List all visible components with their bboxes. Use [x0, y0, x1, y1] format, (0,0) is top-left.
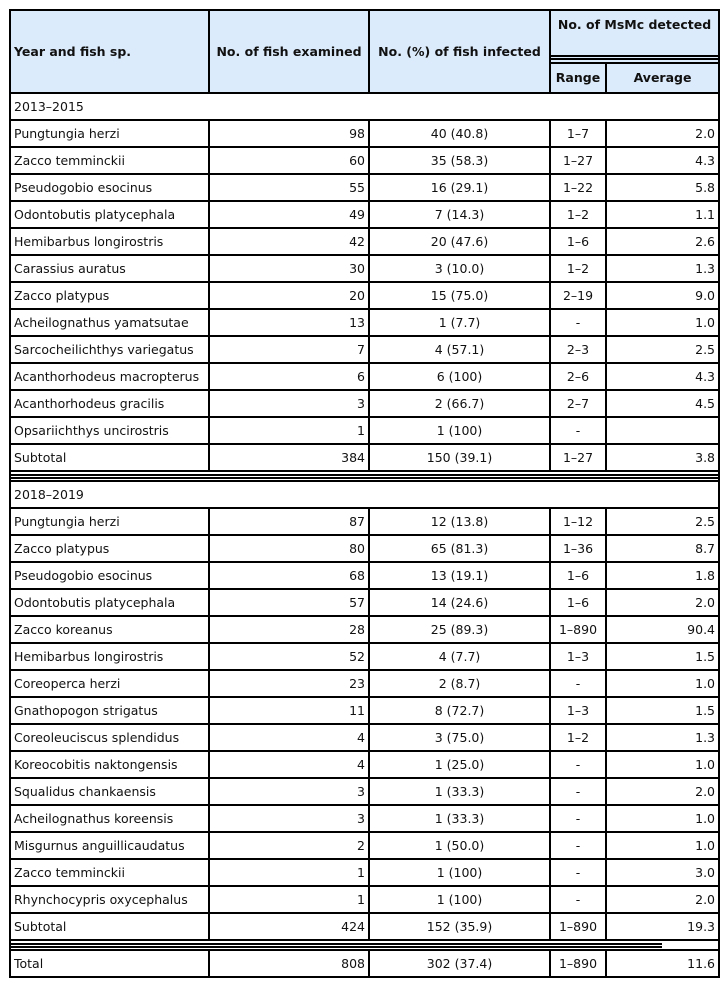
average-cell: 4.3: [606, 147, 719, 174]
double-rule: [11, 474, 718, 479]
range-cell: 1–27: [550, 147, 606, 174]
table-row: [10, 390, 719, 417]
range-cell: 1–2: [550, 255, 606, 282]
range-cell: -: [550, 309, 606, 336]
examined-cell: 384: [209, 444, 369, 471]
range-cell: -: [550, 670, 606, 697]
infected-cell: 1 (100): [369, 886, 550, 913]
infected-cell: 302 (37.4): [369, 950, 550, 977]
examined-cell: 55: [209, 174, 369, 201]
average-cell: [606, 417, 719, 444]
examined-cell: 49: [209, 201, 369, 228]
double-rule: [551, 55, 718, 60]
table-row: [10, 309, 719, 336]
header-species: Year and fish sp.: [10, 10, 209, 93]
average-cell: 2.0: [606, 120, 719, 147]
range-cell: 1–7: [550, 120, 606, 147]
examined-cell: 80: [209, 535, 369, 562]
species-cell: Acanthorhodeus gracilis: [10, 390, 209, 417]
infected-cell: 25 (89.3): [369, 616, 550, 643]
average-cell: 1.3: [606, 724, 719, 751]
species-cell: Total: [10, 950, 209, 977]
species-cell: Zacco temminckii: [10, 859, 209, 886]
average-cell: 2.6: [606, 228, 719, 255]
infected-cell: 1 (33.3): [369, 805, 550, 832]
examined-cell: 13: [209, 309, 369, 336]
table-row: [10, 562, 719, 589]
average-cell: 4.5: [606, 390, 719, 417]
examined-cell: 7: [209, 336, 369, 363]
average-cell: 2.5: [606, 508, 719, 535]
average-cell: 1.0: [606, 751, 719, 778]
range-cell: 1–2: [550, 201, 606, 228]
average-cell: 4.3: [606, 363, 719, 390]
table-row: [10, 363, 719, 390]
range-cell: 1–6: [550, 589, 606, 616]
infected-cell: 12 (13.8): [369, 508, 550, 535]
infected-cell: 15 (75.0): [369, 282, 550, 309]
species-cell: Subtotal: [10, 913, 209, 940]
range-cell: 1–3: [550, 697, 606, 724]
species-cell: Rhynchocypris oxycephalus: [10, 886, 209, 913]
species-cell: Zacco koreanus: [10, 616, 209, 643]
species-cell: Opsariichthys uncirostris: [10, 417, 209, 444]
range-cell: 1–3: [550, 643, 606, 670]
table-row: [10, 724, 719, 751]
average-cell: 5.8: [606, 174, 719, 201]
table-row: [10, 697, 719, 724]
table-row: [10, 282, 719, 309]
examined-cell: 424: [209, 913, 369, 940]
species-cell: Pungtungia herzi: [10, 508, 209, 535]
examined-cell: 68: [209, 562, 369, 589]
table-row: [10, 417, 719, 444]
average-cell: 2.0: [606, 886, 719, 913]
infected-cell: 35 (58.3): [369, 147, 550, 174]
table-row: [10, 778, 719, 805]
average-cell: 19.3: [606, 913, 719, 940]
subtotal-row: [10, 913, 719, 940]
infected-cell: 13 (19.1): [369, 562, 550, 589]
table-row: [10, 147, 719, 174]
examined-cell: 1: [209, 886, 369, 913]
range-cell: 1–890: [550, 913, 606, 940]
table-row: [10, 508, 719, 535]
average-cell: 9.0: [606, 282, 719, 309]
infected-cell: 6 (100): [369, 363, 550, 390]
examined-cell: 98: [209, 120, 369, 147]
species-cell: Hemibarbus longirostris: [10, 228, 209, 255]
species-cell: Coreoleuciscus splendidus: [10, 724, 209, 751]
separator-cell: [10, 471, 719, 481]
infected-cell: 1 (33.3): [369, 778, 550, 805]
table-row: [10, 859, 719, 886]
species-cell: Zacco temminckii: [10, 147, 209, 174]
infected-cell: 7 (14.3): [369, 201, 550, 228]
infected-cell: 4 (57.1): [369, 336, 550, 363]
range-cell: 1–6: [550, 562, 606, 589]
infected-cell: 40 (40.8): [369, 120, 550, 147]
table-row: [10, 886, 719, 913]
examined-cell: 2: [209, 832, 369, 859]
header-msmc: [550, 10, 719, 63]
range-cell: -: [550, 886, 606, 913]
table-row: [10, 832, 719, 859]
infected-cell: 1 (100): [369, 417, 550, 444]
average-cell: 3.8: [606, 444, 719, 471]
species-cell: Odontobutis platycephala: [10, 201, 209, 228]
examined-cell: 3: [209, 778, 369, 805]
infected-cell: 1 (100): [369, 859, 550, 886]
infected-cell: 3 (10.0): [369, 255, 550, 282]
table-row: [10, 670, 719, 697]
examined-cell: 57: [209, 589, 369, 616]
infected-cell: 65 (81.3): [369, 535, 550, 562]
range-cell: 1–890: [550, 616, 606, 643]
species-cell: Zacco platypus: [10, 535, 209, 562]
examined-cell: 60: [209, 147, 369, 174]
species-cell: Koreocobitis naktongensis: [10, 751, 209, 778]
section-header-row: [10, 93, 719, 120]
range-cell: 1–36: [550, 535, 606, 562]
range-cell: 1–27: [550, 444, 606, 471]
total-row: [10, 950, 719, 977]
examined-cell: 4: [209, 724, 369, 751]
species-cell: Misgurnus anguillicaudatus: [10, 832, 209, 859]
table-row: [10, 201, 719, 228]
section-label: 2018–2019: [10, 481, 719, 508]
species-cell: Subtotal: [10, 444, 209, 471]
range-cell: 2–7: [550, 390, 606, 417]
examined-cell: 6: [209, 363, 369, 390]
average-cell: 1.0: [606, 832, 719, 859]
infected-cell: 8 (72.7): [369, 697, 550, 724]
table-row: [10, 535, 719, 562]
species-cell: Zacco platypus: [10, 282, 209, 309]
average-cell: 8.7: [606, 535, 719, 562]
species-cell: Hemibarbus longirostris: [10, 643, 209, 670]
examined-cell: 28: [209, 616, 369, 643]
examined-cell: 3: [209, 390, 369, 417]
species-cell: Pungtungia herzi: [10, 120, 209, 147]
infected-cell: 1 (50.0): [369, 832, 550, 859]
infected-cell: 4 (7.7): [369, 643, 550, 670]
section-label: 2013–2015: [10, 93, 719, 120]
infected-cell: 2 (66.7): [369, 390, 550, 417]
species-cell: Acanthorhodeus macropterus: [10, 363, 209, 390]
table-row: [10, 643, 719, 670]
infected-cell: 150 (39.1): [369, 444, 550, 471]
range-cell: -: [550, 832, 606, 859]
header-range: Range: [550, 63, 606, 93]
species-cell: Gnathopogon strigatus: [10, 697, 209, 724]
section-separator: [10, 471, 719, 481]
table-row: [10, 174, 719, 201]
average-cell: 1.0: [606, 670, 719, 697]
average-cell: 1.8: [606, 562, 719, 589]
examined-cell: 52: [209, 643, 369, 670]
species-cell: Odontobutis platycephala: [10, 589, 209, 616]
average-cell: 1.3: [606, 255, 719, 282]
examined-cell: 1: [209, 859, 369, 886]
table-row: [10, 805, 719, 832]
table-row: [10, 255, 719, 282]
average-cell: 1.0: [606, 805, 719, 832]
examined-cell: 808: [209, 950, 369, 977]
range-cell: -: [550, 417, 606, 444]
range-cell: 1–12: [550, 508, 606, 535]
table-row: [10, 336, 719, 363]
average-cell: 1.1: [606, 201, 719, 228]
range-cell: 2–6: [550, 363, 606, 390]
range-cell: 1–890: [550, 950, 606, 977]
species-cell: Pseudogobio esocinus: [10, 562, 209, 589]
double-rule: [11, 943, 662, 948]
header-examined: No. of fish examined: [209, 10, 369, 93]
average-cell: 90.4: [606, 616, 719, 643]
species-cell: Acheilognathus yamatsutae: [10, 309, 209, 336]
range-cell: 2–3: [550, 336, 606, 363]
header-infected: No. (%) of fish infected: [369, 10, 550, 93]
range-cell: -: [550, 778, 606, 805]
range-cell: -: [550, 859, 606, 886]
average-cell: 1.0: [606, 309, 719, 336]
species-cell: Acheilognathus koreensis: [10, 805, 209, 832]
range-cell: 1–2: [550, 724, 606, 751]
examined-cell: 4: [209, 751, 369, 778]
range-cell: 2–19: [550, 282, 606, 309]
section-header-row: [10, 481, 719, 508]
species-cell: Sarcocheilichthys variegatus: [10, 336, 209, 363]
average-cell: 2.0: [606, 589, 719, 616]
examined-cell: 30: [209, 255, 369, 282]
average-cell: 2.0: [606, 778, 719, 805]
table-row: [10, 120, 719, 147]
examined-cell: 23: [209, 670, 369, 697]
range-cell: -: [550, 805, 606, 832]
infected-cell: 2 (8.7): [369, 670, 550, 697]
infected-cell: 16 (29.1): [369, 174, 550, 201]
infected-cell: 14 (24.6): [369, 589, 550, 616]
table-row: [10, 589, 719, 616]
average-cell: 11.6: [606, 950, 719, 977]
infected-cell: 152 (35.9): [369, 913, 550, 940]
species-cell: Carassius auratus: [10, 255, 209, 282]
table-row: [10, 228, 719, 255]
header-msmc-label: No. of MsMc detected: [557, 17, 712, 32]
separator-cell: [10, 940, 719, 950]
fish-infection-table: [9, 9, 720, 978]
header-average: Average: [606, 63, 719, 93]
average-cell: 1.5: [606, 643, 719, 670]
infected-cell: 20 (47.6): [369, 228, 550, 255]
examined-cell: 3: [209, 805, 369, 832]
examined-cell: 1: [209, 417, 369, 444]
examined-cell: 20: [209, 282, 369, 309]
average-cell: 3.0: [606, 859, 719, 886]
table-row: [10, 751, 719, 778]
examined-cell: 87: [209, 508, 369, 535]
average-cell: 1.5: [606, 697, 719, 724]
species-cell: Pseudogobio esocinus: [10, 174, 209, 201]
range-cell: 1–22: [550, 174, 606, 201]
average-cell: 2.5: [606, 336, 719, 363]
range-cell: 1–6: [550, 228, 606, 255]
infected-cell: 1 (25.0): [369, 751, 550, 778]
subtotal-row: [10, 444, 719, 471]
infected-cell: 3 (75.0): [369, 724, 550, 751]
species-cell: Coreoperca herzi: [10, 670, 209, 697]
section-separator: [10, 940, 719, 950]
examined-cell: 11: [209, 697, 369, 724]
species-cell: Squalidus chankaensis: [10, 778, 209, 805]
examined-cell: 42: [209, 228, 369, 255]
range-cell: -: [550, 751, 606, 778]
infected-cell: 1 (7.7): [369, 309, 550, 336]
table-row: [10, 616, 719, 643]
